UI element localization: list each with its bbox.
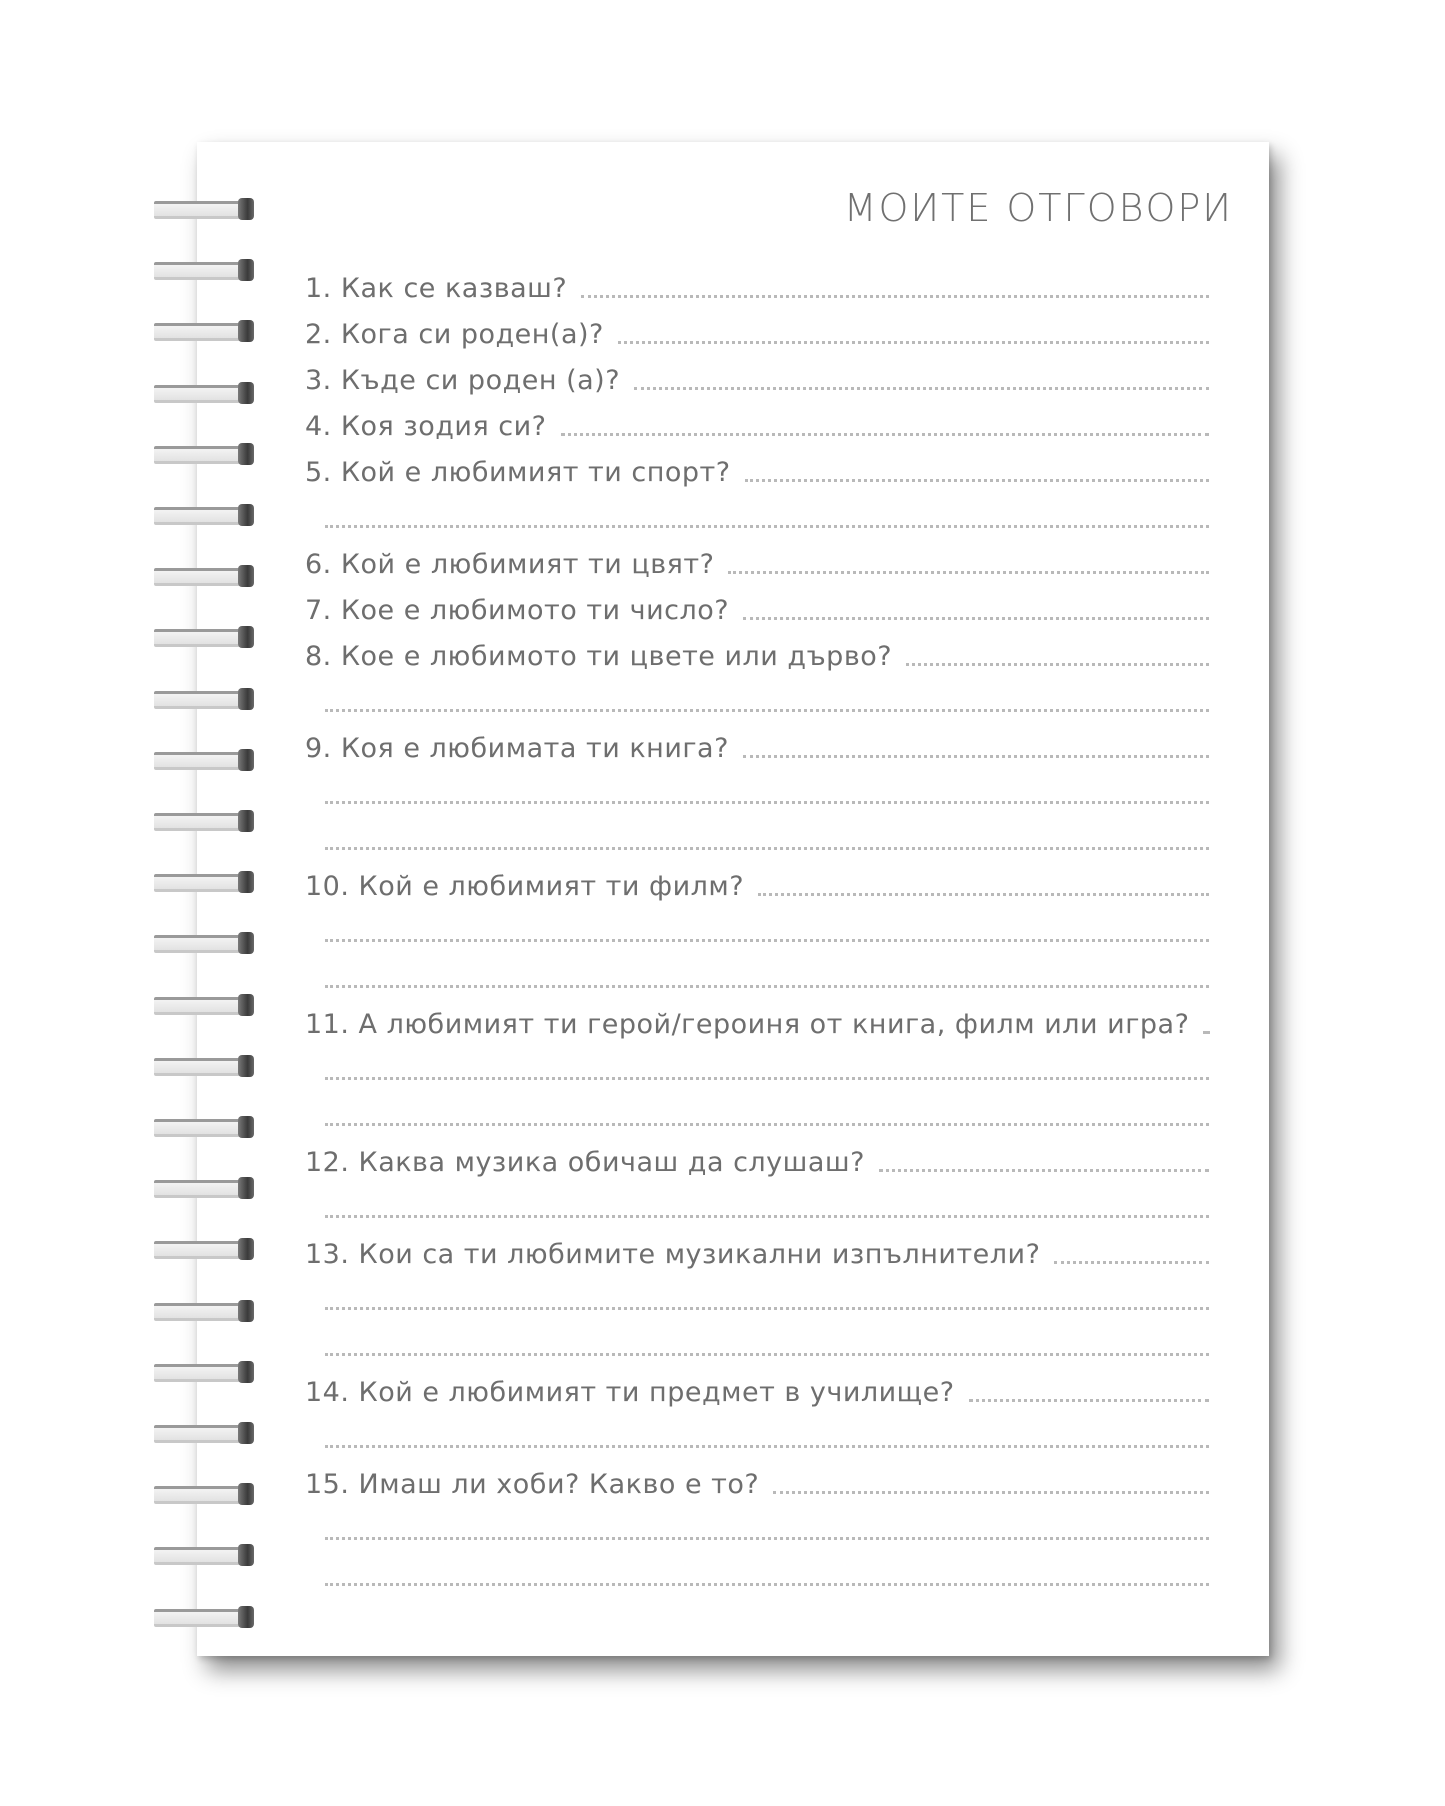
question-label: 7. Кое е любимото ти число? — [305, 595, 730, 626]
answer-line[interactable] — [325, 1445, 1209, 1448]
question-row — [305, 998, 1209, 1042]
question-label: 6. Кой е любимият ти цвят? — [305, 549, 715, 580]
question-label: 10. Кой е любимият ти филм? — [305, 871, 745, 902]
question-label: 9. Коя е любимата ти книга? — [305, 733, 729, 764]
question-label: 12. Каква музика обичаш да слушаш? — [305, 1147, 865, 1178]
question-row — [305, 1366, 1209, 1410]
question-row — [305, 308, 1209, 352]
question-row — [305, 630, 1209, 674]
question-label: 14. Кой е любимият ти предмет в училище? — [305, 1377, 955, 1408]
question-label: 5. Кой е любимият ти спорт? — [305, 457, 731, 488]
answer-line[interactable] — [879, 1169, 1209, 1172]
answer-line[interactable] — [325, 709, 1209, 712]
question-label: 15. Имаш ли хоби? Какво е то? — [305, 1469, 760, 1500]
answer-line-extra[interactable] — [325, 952, 1209, 996]
answer-line-extra[interactable] — [325, 814, 1209, 858]
answer-line-extra[interactable] — [325, 676, 1209, 720]
question-label: 13. Кои са ти любимите музикални изпълнители? — [305, 1239, 1041, 1270]
question-row — [305, 400, 1209, 444]
question-label: 4. Коя зодия си? — [305, 411, 547, 442]
answer-line[interactable] — [325, 1123, 1209, 1126]
answer-line[interactable] — [325, 1353, 1209, 1356]
question-label: 11. А любимият ти герой/героиня от книга, филм или игра? — [305, 1009, 1190, 1040]
question-row — [305, 446, 1209, 490]
answer-line[interactable] — [906, 663, 1209, 666]
answer-line-extra[interactable] — [325, 1412, 1209, 1456]
answer-line[interactable] — [969, 1399, 1209, 1402]
answer-line[interactable] — [325, 1215, 1209, 1218]
answer-line[interactable] — [325, 985, 1209, 988]
question-row — [305, 354, 1209, 398]
answer-line[interactable] — [325, 939, 1209, 942]
question-row — [305, 262, 1209, 306]
question-label: 3. Къде си роден (а)? — [305, 365, 621, 396]
question-row — [305, 722, 1209, 766]
answer-line-extra[interactable] — [325, 1504, 1209, 1548]
answer-line[interactable] — [325, 1307, 1209, 1310]
question-row — [305, 538, 1209, 582]
answer-line[interactable] — [325, 1583, 1209, 1586]
answer-line-extra[interactable] — [325, 906, 1209, 950]
answer-line-extra[interactable] — [325, 1182, 1209, 1226]
question-label: 1. Как се казваш? — [305, 273, 568, 304]
question-row — [305, 1136, 1209, 1180]
answer-line[interactable] — [325, 847, 1209, 850]
answer-line[interactable] — [1054, 1261, 1209, 1264]
answer-line[interactable] — [325, 1077, 1209, 1080]
answer-line[interactable] — [728, 571, 1209, 574]
answer-line[interactable] — [773, 1491, 1209, 1494]
question-row — [305, 1228, 1209, 1272]
answer-line-extra[interactable] — [325, 1044, 1209, 1088]
page-title: МОИТЕ ОТГОВОРИ — [843, 186, 1233, 230]
answer-line-extra[interactable] — [325, 1090, 1209, 1134]
answer-line[interactable] — [745, 479, 1209, 482]
answer-line-extra[interactable] — [325, 1320, 1209, 1364]
answer-line[interactable] — [325, 1537, 1209, 1540]
answer-line[interactable] — [618, 341, 1209, 344]
answer-line[interactable] — [758, 893, 1209, 896]
question-row — [305, 860, 1209, 904]
answer-line[interactable] — [1203, 1031, 1209, 1034]
answer-line[interactable] — [743, 617, 1209, 620]
answer-line-extra[interactable] — [325, 1550, 1209, 1594]
answer-line[interactable] — [325, 525, 1209, 528]
answer-line[interactable] — [581, 295, 1209, 298]
question-label: 2. Кога си роден(а)? — [305, 319, 604, 350]
answer-line[interactable] — [561, 433, 1210, 436]
answer-line[interactable] — [325, 801, 1209, 804]
question-row — [305, 1458, 1209, 1502]
question-row — [305, 584, 1209, 628]
answer-line[interactable] — [743, 755, 1209, 758]
questions-list — [197, 142, 1269, 1656]
answer-line-extra[interactable] — [325, 768, 1209, 812]
answer-line[interactable] — [634, 387, 1209, 390]
question-label: 8. Кое е любимото ти цвете или дърво? — [305, 641, 893, 672]
answer-line-extra[interactable] — [325, 492, 1209, 536]
answer-line-extra[interactable] — [325, 1274, 1209, 1318]
notebook-page — [197, 142, 1269, 1656]
